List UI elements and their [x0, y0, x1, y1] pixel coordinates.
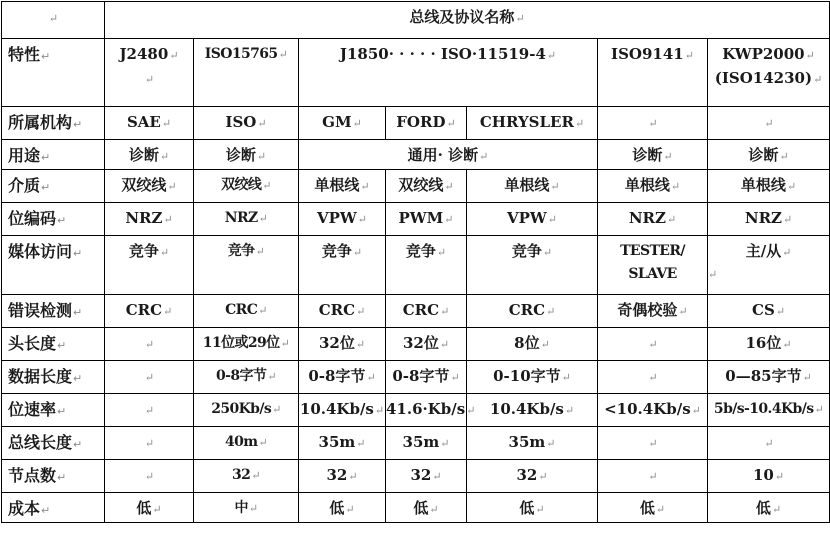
row-label: 特性↵ [2, 39, 105, 107]
cell: 诊断↵ [105, 140, 194, 170]
cell: CRC↵ [194, 295, 299, 328]
cell: 竞争↵ [105, 236, 194, 295]
cell: NRZ↵ [598, 203, 708, 236]
cell: 32位↵ [386, 328, 467, 361]
cell: 16位↵ [708, 328, 830, 361]
cell: ↵ [598, 427, 708, 460]
cell: 双绞线↵ [386, 170, 467, 203]
cell: 5b/s-10.4Kb/s↵ [708, 394, 830, 427]
usage-row [2, 140, 830, 170]
cell: CHRYSLER↵ [467, 107, 598, 140]
cell: 0-10字节↵ [467, 361, 598, 394]
row-label: 节点数↵ [2, 460, 105, 493]
cell: 32↵ [467, 460, 598, 493]
cell: VPW↵ [299, 203, 386, 236]
cell: ↵ [708, 107, 830, 140]
cell: 通用· 诊断↵ [299, 140, 598, 170]
org-row [2, 107, 830, 140]
cell: ↵ [105, 361, 194, 394]
cell: 32↵ [299, 460, 386, 493]
cell: ↵ [598, 361, 708, 394]
title-row [2, 2, 830, 39]
cell: 单根线↵ [299, 170, 386, 203]
cell: CRC↵ [299, 295, 386, 328]
cell: SAE↵ [105, 107, 194, 140]
cell: 单根线↵ [467, 170, 598, 203]
table-row [2, 295, 830, 328]
cell: 35m↵ [467, 427, 598, 460]
cell: 40m↵ [194, 427, 299, 460]
col-iso15765: ISO15765↵ [194, 39, 299, 107]
header-title: 总线及协议名称↵ [105, 2, 830, 39]
cell: 32位↵ [299, 328, 386, 361]
cell: 竞争↵ [386, 236, 467, 295]
cell: 低↵ [105, 493, 194, 523]
cell: 诊断↵ [598, 140, 708, 170]
cell: NRZ↵ [105, 203, 194, 236]
table-row [2, 493, 830, 523]
bus-protocol-comparison-table [1, 1, 830, 523]
corner-cell: ↵ [2, 2, 105, 39]
cell: 竞争↵ [194, 236, 299, 295]
col-j2480: J2480↵ ↵ [105, 39, 194, 107]
cell: 诊断↵ [194, 140, 299, 170]
table-row [2, 203, 830, 236]
row-label: 媒体访问↵ [2, 236, 105, 295]
cell: VPW↵ [467, 203, 598, 236]
cell: 35m↵ [299, 427, 386, 460]
row-label: 用途↵ [2, 140, 105, 170]
cell: CRC↵ [386, 295, 467, 328]
cell: FORD↵ [386, 107, 467, 140]
cell: 低↵ [598, 493, 708, 523]
protocol-header-row [2, 39, 830, 107]
cell: 250Kb/s↵ [194, 394, 299, 427]
cell: 10↵ [708, 460, 830, 493]
cell: 10.4Kb/s↵ [299, 394, 386, 427]
cell: CS↵ [708, 295, 830, 328]
table-row [2, 170, 830, 203]
cell: TESTER/ SLAVE ↵ [598, 236, 708, 295]
cell: 低↵ [467, 493, 598, 523]
cell: 低↵ [299, 493, 386, 523]
cell: ↵ [598, 460, 708, 493]
cell: 竞争↵ [467, 236, 598, 295]
cell: 中↵ [194, 493, 299, 523]
cell: 单根线↵ [708, 170, 830, 203]
cell: ↵ [598, 328, 708, 361]
cell: 低↵ [386, 493, 467, 523]
cell: 低↵ [708, 493, 830, 523]
cell: 双绞线↵ [194, 170, 299, 203]
row-label: 所属机构↵ [2, 107, 105, 140]
cell: 32↵ [386, 460, 467, 493]
cell: ↵ [105, 394, 194, 427]
col-kwp2000: KWP2000↵ (ISO14230)↵ [708, 39, 830, 107]
cell: 8位↵ [467, 328, 598, 361]
cell: CRC↵ [105, 295, 194, 328]
cell: ↵ [598, 107, 708, 140]
row-label: 位编码↵ [2, 203, 105, 236]
cell: 单根线↵ [598, 170, 708, 203]
cell: 0-8字节↵ [299, 361, 386, 394]
row-label: 成本↵ [2, 493, 105, 523]
cell: ISO↵ [194, 107, 299, 140]
cell: 双绞线↵ [105, 170, 194, 203]
cell: 0-8字节↵ [386, 361, 467, 394]
row-label: 头长度↵ [2, 328, 105, 361]
cell: ↵ [708, 427, 830, 460]
row-label: 介质↵ [2, 170, 105, 203]
cell: ↵ [105, 328, 194, 361]
row-label: 总线长度↵ [2, 427, 105, 460]
cell: NRZ↵ [708, 203, 830, 236]
cell: 竞争↵ [299, 236, 386, 295]
cell: 10.4Kb/s↵ [467, 394, 598, 427]
cell: 32↵ [194, 460, 299, 493]
col-iso9141: ISO9141↵ [598, 39, 708, 107]
cell: 11位或29位↵ [194, 328, 299, 361]
cell: 0—85字节↵ [708, 361, 830, 394]
cell: 35m↵ [386, 427, 467, 460]
cell: ↵ [105, 427, 194, 460]
cell: PWM↵ [386, 203, 467, 236]
table-row [2, 236, 830, 295]
cell: 0-8字节↵ [194, 361, 299, 394]
cell: GM↵ [299, 107, 386, 140]
cell: NRZ↵ [194, 203, 299, 236]
row-label: 错误检测↵ [2, 295, 105, 328]
cell: 奇偶校验↵ [598, 295, 708, 328]
table-row [2, 427, 830, 460]
cell: 诊断↵ [708, 140, 830, 170]
cell: <10.4Kb/s↵ [598, 394, 708, 427]
cell: ↵ [105, 460, 194, 493]
cell: 主/从↵ [708, 236, 830, 295]
cell: CRC↵ [467, 295, 598, 328]
table-row [2, 394, 830, 427]
table-row [2, 460, 830, 493]
table-row [2, 361, 830, 394]
row-label: 数据长度↵ [2, 361, 105, 394]
table-row [2, 328, 830, 361]
cell: 41.6·Kb/s↵ [386, 394, 467, 427]
row-label: 位速率↵ [2, 394, 105, 427]
col-j1850: J1850· · · · · ISO·11519-4↵ [299, 39, 598, 107]
